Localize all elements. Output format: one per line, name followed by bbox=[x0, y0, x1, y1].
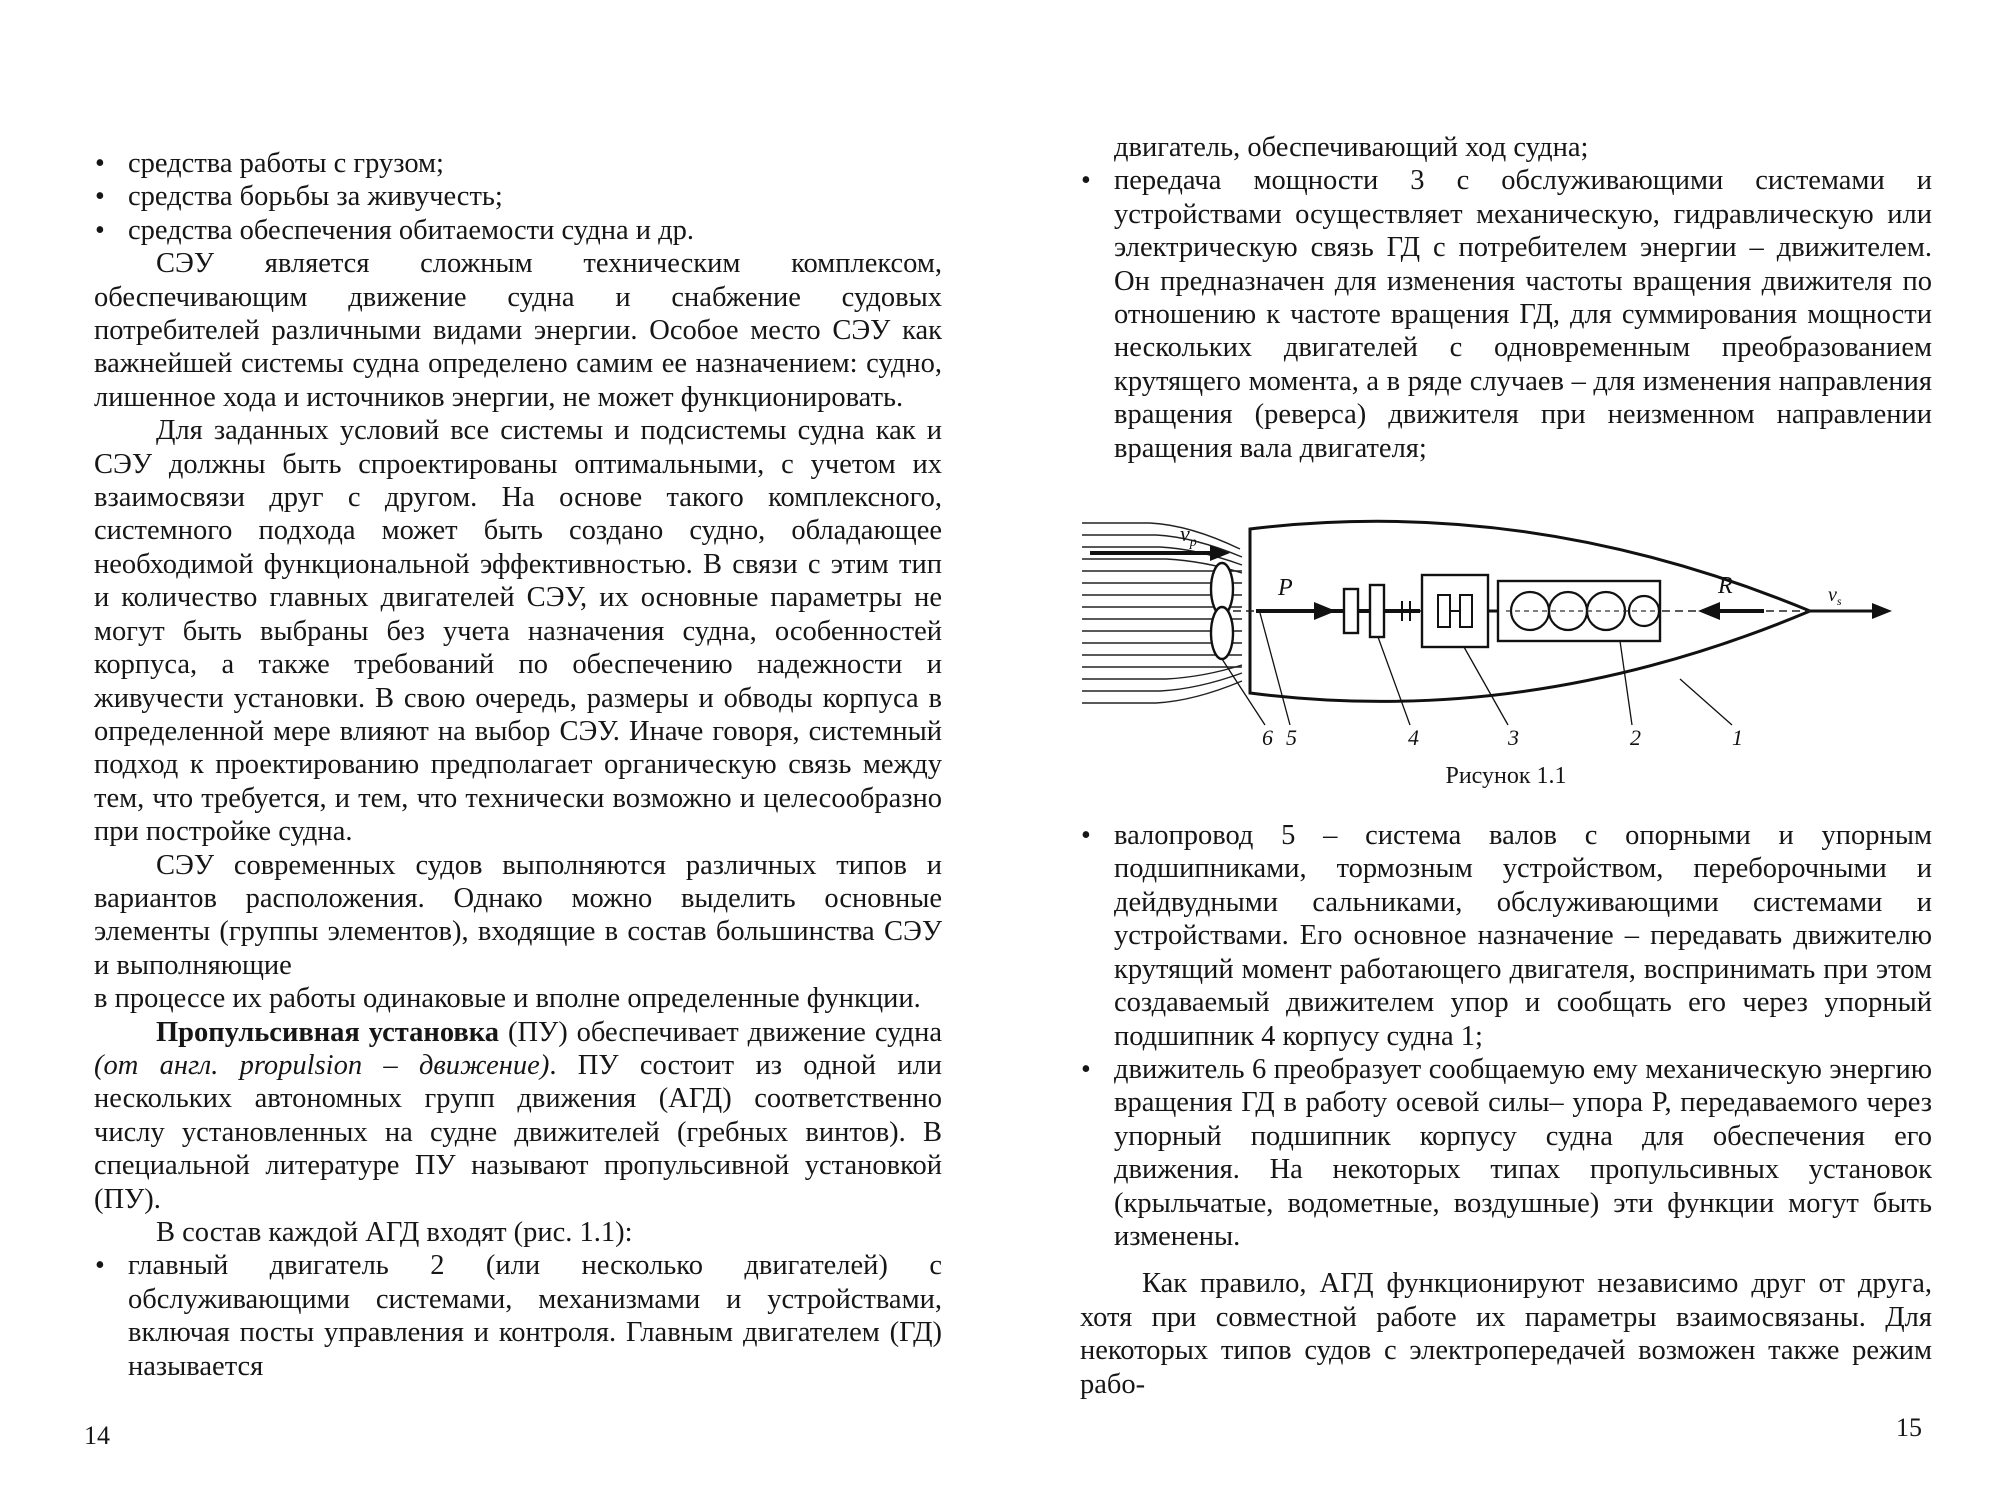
ship-propulsion-diagram bbox=[1080, 501, 1932, 751]
agd-bullet-list-continued bbox=[1080, 131, 1932, 465]
agd-bullet-list bbox=[94, 1249, 942, 1383]
list-item-propulsor: • движитель 6 преобразует сообщаемую ему механическую энергию вращения ГД в работу осевой силы– упора P, передаваемого через упорный подшипник корпусу судна для обеспечения его движения. На некоторых типах пропульсивных установок (крыльчатые, водометные, воздушные) эти функции могут быть изменены. bbox=[1080, 1053, 1932, 1253]
ship-speed-vs-label: $v_s$ bbox=[1828, 584, 1842, 609]
paragraph-seu-types: СЭУ современных судов выполняются различных типов и вариантов расположения. Однако можно выделить основные элементы (группы элементов), входящие в состав большинства СЭУ и выполняющие bbox=[94, 849, 942, 981]
right-page bbox=[1000, 0, 2000, 1511]
ship-speed-arrow bbox=[1810, 603, 1892, 619]
top-bullet-list bbox=[94, 147, 942, 247]
list-item-main-engine: • главный двигатель 2 (или несколько двигателей) с обслуживающими системами, механизмами и устройствами, включая посты управления и контроля. Главным двигателем (ГД) называется bbox=[94, 1249, 942, 1383]
agd-bullet-list-lower bbox=[1080, 819, 1932, 1253]
left-text-column bbox=[94, 147, 942, 1383]
callout-label: 2 bbox=[1630, 725, 1641, 751]
paragraph-text: (ПУ) обеспечивает движение судна bbox=[499, 1016, 942, 1048]
callout-label: 6 bbox=[1262, 725, 1273, 751]
paragraph-agd-independence: Как правило, АГД функционируют независимо друг от друга, хотя при совместной работе их параметры взаимосвязаны. Для некоторых типов судов с электропередачей возможен также режим рабо- bbox=[1080, 1268, 1932, 1400]
paragraph-seu-complex: СЭУ является сложным техническим комплексом, обеспечивающим движение судна и снабжение судовых потребителей различными видами энергии. Особое место СЭУ как важнейшей системы судна определено самим ее назначением: судно, лишенное хода и источников энергии, не может функционировать. bbox=[94, 248, 942, 413]
list-item-continuation: двигатель, обеспечивающий ход судна; bbox=[1114, 132, 1589, 163]
term-propulsion-unit: Пропульсивная установка bbox=[156, 1016, 500, 1048]
callout-label: 5 bbox=[1286, 725, 1297, 751]
list-item: • средства обеспечения обитаемости судна и др. bbox=[94, 214, 942, 247]
paragraph-text: . ПУ состоит из одной или нескольких автономных групп движения (АГД) соответственно числу установленных на судне движителей (гребных винтов). В специальной литературе ПУ называют пропульсивной установкой (ПУ). bbox=[94, 1049, 942, 1215]
list-item: • средства работы с грузом; bbox=[94, 147, 942, 180]
list-item-transmission: • передача мощности 3 с обслуживающими системами и устройствами осуществляет механическую, гидравлическую или электрическую связь ГД с потребителем энергии – движителем. Он предназначен для изменения частоты вращения движителя по отношению к частоте вращения ГД, для суммирования мощности нескольких двигателей с одновременным преобразованием крутящего момента, а в ряде случаев – для изменения направления вращения (реверса) движителя при неизменном направлении вращения вала двигателя; bbox=[1080, 164, 1932, 465]
paragraph-propulsion-unit bbox=[94, 1016, 942, 1216]
propeller-icon bbox=[1211, 563, 1233, 659]
figure-caption: Рисунок 1.1 bbox=[1445, 763, 1567, 790]
paragraph-agd-composition: В состав каждой АГД входят (рис. 1.1): bbox=[156, 1217, 633, 1248]
right-text-column bbox=[1080, 131, 1932, 1401]
figure-1-1 bbox=[1080, 501, 1932, 791]
etymology-note: (от англ. propulsion – движение) bbox=[94, 1049, 550, 1081]
list-item: • средства борьбы за живучесть; bbox=[94, 180, 942, 213]
paragraph-system-approach: Для заданных условий все системы и подсистемы судна как и СЭУ должны быть спроектированы оптимальными, с учетом их взаимосвязи друг с другом. На основе такого комплексного, системного подхода может быть создано судно, обладающее необходимой функциональной эффективностью. В связи с этим тип и количество главных двигателей СЭУ, их основные параметры не могут быть выбраны без учета назначения судна, особенностей корпуса, а также требований по обеспечению надежности и живучести установки. В свою очередь, размеры и обводы корпуса в определенной мере влияют на выбор СЭУ. Иначе говоря, системный подход к проектированию предполагает органическую связь между тем, что требуется, и тем, что технически возможно и целесообразно при постройке судна. bbox=[94, 415, 942, 848]
velocity-vp-label: $v_p$ bbox=[1180, 521, 1197, 551]
paragraph-seu-types-continuation: в процессе их работы одинаковые и вполне определенные функции. bbox=[94, 983, 921, 1015]
callout-label: 1 bbox=[1732, 725, 1743, 751]
thrust-p-label: P bbox=[1278, 575, 1293, 602]
list-item-shafting: • валопровод 5 – система валов с опорными и упорным подшипниками, тормозным устройством, переборочными и дейдвудными сальниками, обслуживающими системами и устройствами. Его основное назначение – передавать движителю крутящий момент работающего двигателя, воспринимать при этом создаваемый движителем упор и сообщать его через упорный подшипник 4 корпусу судна 1; bbox=[1080, 819, 1932, 1053]
page-number: 14 bbox=[84, 1421, 110, 1450]
transmission-gearbox-icon bbox=[1422, 575, 1488, 647]
callout-label: 3 bbox=[1508, 725, 1519, 751]
callout-numbers bbox=[1262, 725, 1743, 750]
callout-label: 4 bbox=[1408, 725, 1419, 751]
page-number: 15 bbox=[1896, 1413, 1922, 1442]
main-engine-icon bbox=[1498, 581, 1660, 641]
resistance-r-label: R bbox=[1718, 573, 1733, 600]
